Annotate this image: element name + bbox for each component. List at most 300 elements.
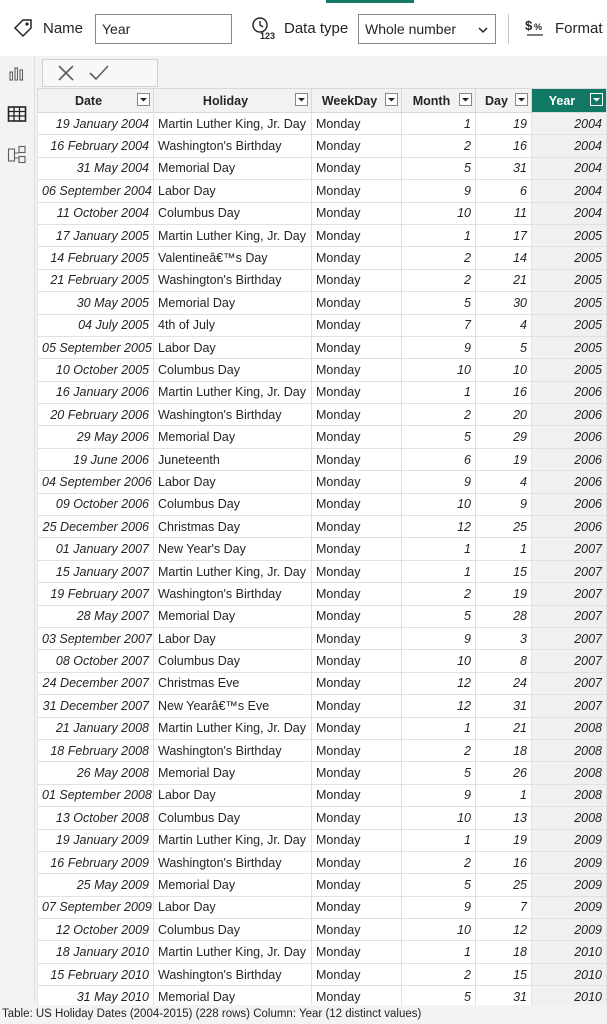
table-row bbox=[38, 135, 607, 157]
cell-date[interactable]: 13 October 2008 bbox=[38, 807, 154, 829]
table-row bbox=[38, 829, 607, 851]
cell-weekday[interactable]: Monday bbox=[312, 113, 402, 135]
cell-day[interactable]: 19 bbox=[476, 113, 532, 135]
cell-weekday[interactable]: Monday bbox=[312, 448, 402, 470]
toolbar-divider bbox=[508, 14, 509, 44]
cell-weekday[interactable]: Monday bbox=[312, 717, 402, 739]
cell-date[interactable]: 30 May 2005 bbox=[38, 292, 154, 314]
cell-day[interactable]: 16 bbox=[476, 135, 532, 157]
cell-year[interactable]: 2007 bbox=[532, 650, 607, 672]
cell-holiday[interactable]: New Year's Day bbox=[154, 538, 312, 560]
cell-month[interactable]: 1 bbox=[402, 538, 476, 560]
cell-weekday[interactable]: Monday bbox=[312, 471, 402, 493]
cell-day[interactable]: 31 bbox=[476, 695, 532, 717]
cell-holiday[interactable]: New Yearâ€™s Eve bbox=[154, 695, 312, 717]
cell-day[interactable]: 4 bbox=[476, 471, 532, 493]
cell-weekday[interactable]: Monday bbox=[312, 202, 402, 224]
cell-day[interactable]: 1 bbox=[476, 538, 532, 560]
cell-month[interactable]: 5 bbox=[402, 874, 476, 896]
cell-year[interactable]: 2007 bbox=[532, 695, 607, 717]
filter-dropdown-icon[interactable] bbox=[295, 93, 308, 106]
cell-date[interactable]: 09 October 2006 bbox=[38, 493, 154, 515]
cell-day[interactable]: 31 bbox=[476, 157, 532, 179]
data-table bbox=[37, 88, 607, 1005]
table-row bbox=[38, 493, 607, 515]
cell-weekday[interactable]: Monday bbox=[312, 896, 402, 918]
table-row bbox=[38, 538, 607, 560]
cell-year[interactable]: 2009 bbox=[532, 829, 607, 851]
cell-day[interactable]: 12 bbox=[476, 919, 532, 941]
cell-date[interactable]: 08 October 2007 bbox=[38, 650, 154, 672]
table-row bbox=[38, 269, 607, 291]
cell-year[interactable]: 2008 bbox=[532, 807, 607, 829]
cell-holiday[interactable]: Washington's Birthday bbox=[154, 739, 312, 761]
cell-weekday[interactable]: Monday bbox=[312, 359, 402, 381]
cell-holiday[interactable]: Christmas Day bbox=[154, 516, 312, 538]
cell-weekday[interactable]: Monday bbox=[312, 650, 402, 672]
cell-holiday[interactable]: Columbus Day bbox=[154, 807, 312, 829]
cell-year[interactable]: 2006 bbox=[532, 516, 607, 538]
cell-weekday[interactable]: Monday bbox=[312, 919, 402, 941]
table-row bbox=[38, 807, 607, 829]
cell-date[interactable]: 24 December 2007 bbox=[38, 672, 154, 694]
cell-weekday[interactable]: Monday bbox=[312, 404, 402, 426]
cell-holiday[interactable]: Memorial Day bbox=[154, 426, 312, 448]
cell-weekday[interactable]: Monday bbox=[312, 493, 402, 515]
table-row bbox=[38, 180, 607, 202]
cell-date[interactable]: 05 September 2005 bbox=[38, 336, 154, 358]
cell-month[interactable]: 10 bbox=[402, 493, 476, 515]
cell-year[interactable]: 2006 bbox=[532, 448, 607, 470]
cell-day[interactable]: 16 bbox=[476, 381, 532, 403]
cell-weekday[interactable]: Monday bbox=[312, 560, 402, 582]
cell-weekday[interactable]: Monday bbox=[312, 941, 402, 963]
datatype-field-group bbox=[251, 16, 348, 40]
cell-year[interactable]: 2006 bbox=[532, 404, 607, 426]
cell-year[interactable]: 2009 bbox=[532, 919, 607, 941]
cell-month[interactable]: 10 bbox=[402, 919, 476, 941]
cell-holiday[interactable]: Washington's Birthday bbox=[154, 404, 312, 426]
cell-date[interactable]: 16 February 2009 bbox=[38, 851, 154, 873]
cell-date[interactable]: 03 September 2007 bbox=[38, 627, 154, 649]
cell-year[interactable]: 2007 bbox=[532, 672, 607, 694]
cell-year[interactable]: 2006 bbox=[532, 426, 607, 448]
cell-year[interactable]: 2004 bbox=[532, 135, 607, 157]
table-view-icon[interactable] bbox=[6, 103, 28, 125]
cell-date[interactable]: 15 January 2007 bbox=[38, 560, 154, 582]
cell-month[interactable]: 10 bbox=[402, 650, 476, 672]
cell-holiday[interactable]: Labor Day bbox=[154, 471, 312, 493]
cell-weekday[interactable]: Monday bbox=[312, 784, 402, 806]
cell-date[interactable]: 16 February 2004 bbox=[38, 135, 154, 157]
cell-month[interactable]: 10 bbox=[402, 807, 476, 829]
filter-dropdown-icon[interactable] bbox=[385, 93, 398, 106]
cell-holiday[interactable]: Columbus Day bbox=[154, 493, 312, 515]
cell-weekday[interactable]: Monday bbox=[312, 292, 402, 314]
cell-holiday[interactable]: Valentineâ€™s Day bbox=[154, 247, 312, 269]
cell-date[interactable]: 20 February 2006 bbox=[38, 404, 154, 426]
format-button[interactable] bbox=[524, 17, 603, 39]
cell-day[interactable]: 10 bbox=[476, 359, 532, 381]
cell-year[interactable]: 2007 bbox=[532, 560, 607, 582]
table-row bbox=[38, 627, 607, 649]
cell-month[interactable]: 1 bbox=[402, 224, 476, 246]
cell-month[interactable]: 2 bbox=[402, 135, 476, 157]
cell-year[interactable]: 2008 bbox=[532, 784, 607, 806]
cell-month[interactable]: 10 bbox=[402, 359, 476, 381]
cell-month[interactable]: 2 bbox=[402, 247, 476, 269]
cell-month[interactable]: 9 bbox=[402, 180, 476, 202]
cell-month[interactable]: 9 bbox=[402, 896, 476, 918]
cell-year[interactable]: 2009 bbox=[532, 896, 607, 918]
formula-actions bbox=[42, 59, 158, 87]
cell-year[interactable]: 2005 bbox=[532, 247, 607, 269]
cell-weekday[interactable]: Monday bbox=[312, 180, 402, 202]
cell-day[interactable]: 8 bbox=[476, 650, 532, 672]
table-row bbox=[38, 941, 607, 963]
filter-dropdown-icon[interactable] bbox=[515, 93, 528, 106]
cell-year[interactable]: 2009 bbox=[532, 874, 607, 896]
cell-weekday[interactable]: Monday bbox=[312, 739, 402, 761]
table-row bbox=[38, 516, 607, 538]
report-view-icon[interactable] bbox=[6, 62, 28, 84]
cell-month[interactable]: 1 bbox=[402, 381, 476, 403]
cell-weekday[interactable]: Monday bbox=[312, 538, 402, 560]
cell-day[interactable]: 20 bbox=[476, 404, 532, 426]
filter-dropdown-icon[interactable] bbox=[459, 93, 472, 106]
status-bar: Table: US Holiday Dates (2004-2015) (228 rows) Column: Year (12 distinct values) bbox=[0, 1005, 607, 1024]
cell-date[interactable]: 06 September 2004 bbox=[38, 180, 154, 202]
cell-year[interactable]: 2007 bbox=[532, 583, 607, 605]
cell-day[interactable]: 26 bbox=[476, 762, 532, 784]
cell-year[interactable]: 2006 bbox=[532, 381, 607, 403]
table-row bbox=[38, 717, 607, 739]
cell-year[interactable]: 2010 bbox=[532, 941, 607, 963]
cell-month[interactable]: 2 bbox=[402, 269, 476, 291]
cell-day[interactable]: 15 bbox=[476, 560, 532, 582]
cell-year[interactable]: 2008 bbox=[532, 739, 607, 761]
cell-date[interactable]: 26 May 2008 bbox=[38, 762, 154, 784]
cell-weekday[interactable]: Monday bbox=[312, 851, 402, 873]
cell-date[interactable]: 18 January 2010 bbox=[38, 941, 154, 963]
table-row bbox=[38, 784, 607, 806]
cell-holiday[interactable]: Martin Luther King, Jr. Day bbox=[154, 381, 312, 403]
cell-month[interactable]: 2 bbox=[402, 739, 476, 761]
datatype-select[interactable] bbox=[358, 14, 496, 44]
cell-year[interactable]: 2005 bbox=[532, 224, 607, 246]
cell-month[interactable]: 5 bbox=[402, 605, 476, 627]
cell-date[interactable]: 29 May 2006 bbox=[38, 426, 154, 448]
table-row bbox=[38, 739, 607, 761]
header-row bbox=[38, 89, 607, 113]
cell-day[interactable]: 16 bbox=[476, 851, 532, 873]
commit-check-icon[interactable] bbox=[88, 63, 110, 83]
cell-month[interactable]: 5 bbox=[402, 986, 476, 1005]
cell-day[interactable]: 24 bbox=[476, 672, 532, 694]
cell-date[interactable]: 19 January 2004 bbox=[38, 113, 154, 135]
cell-weekday[interactable]: Monday bbox=[312, 516, 402, 538]
cell-weekday[interactable]: Monday bbox=[312, 583, 402, 605]
cell-month[interactable]: 9 bbox=[402, 471, 476, 493]
cell-date[interactable]: 18 February 2008 bbox=[38, 739, 154, 761]
cell-month[interactable]: 10 bbox=[402, 202, 476, 224]
cell-month[interactable]: 1 bbox=[402, 829, 476, 851]
cell-weekday[interactable]: Monday bbox=[312, 314, 402, 336]
cell-weekday[interactable]: Monday bbox=[312, 426, 402, 448]
cell-day[interactable]: 11 bbox=[476, 202, 532, 224]
cell-weekday[interactable]: Monday bbox=[312, 605, 402, 627]
cell-holiday[interactable]: Washington's Birthday bbox=[154, 963, 312, 985]
cell-month[interactable]: 5 bbox=[402, 292, 476, 314]
cell-holiday[interactable]: Memorial Day bbox=[154, 762, 312, 784]
cell-holiday[interactable]: Memorial Day bbox=[154, 292, 312, 314]
cancel-icon[interactable] bbox=[56, 63, 76, 83]
cell-date[interactable]: 11 October 2004 bbox=[38, 202, 154, 224]
cell-weekday[interactable]: Monday bbox=[312, 247, 402, 269]
table-row bbox=[38, 448, 607, 470]
cell-holiday[interactable]: Martin Luther King, Jr. Day bbox=[154, 717, 312, 739]
cell-weekday[interactable]: Monday bbox=[312, 986, 402, 1005]
cell-year[interactable]: 2005 bbox=[532, 292, 607, 314]
cell-day[interactable]: 9 bbox=[476, 493, 532, 515]
cell-date[interactable]: 07 September 2009 bbox=[38, 896, 154, 918]
cell-year[interactable]: 2008 bbox=[532, 717, 607, 739]
cell-holiday[interactable]: Columbus Day bbox=[154, 919, 312, 941]
cell-day[interactable]: 21 bbox=[476, 269, 532, 291]
filter-dropdown-icon[interactable] bbox=[590, 93, 603, 106]
cell-day[interactable]: 29 bbox=[476, 426, 532, 448]
cell-month[interactable]: 7 bbox=[402, 314, 476, 336]
cell-weekday[interactable]: Monday bbox=[312, 381, 402, 403]
cell-date[interactable]: 19 February 2007 bbox=[38, 583, 154, 605]
name-field-group bbox=[12, 17, 83, 39]
cell-holiday[interactable]: Martin Luther King, Jr. Day bbox=[154, 224, 312, 246]
cell-year[interactable]: 2007 bbox=[532, 627, 607, 649]
cell-day[interactable]: 7 bbox=[476, 896, 532, 918]
chevron-down-icon bbox=[477, 23, 489, 35]
column-header-year[interactable] bbox=[532, 89, 607, 113]
cell-month[interactable]: 12 bbox=[402, 672, 476, 694]
cell-year[interactable]: 2004 bbox=[532, 180, 607, 202]
filter-dropdown-icon[interactable] bbox=[137, 93, 150, 106]
cell-month[interactable]: 12 bbox=[402, 695, 476, 717]
cell-date[interactable]: 31 December 2007 bbox=[38, 695, 154, 717]
cell-month[interactable]: 1 bbox=[402, 941, 476, 963]
cell-holiday[interactable]: Juneteenth bbox=[154, 448, 312, 470]
cell-holiday[interactable]: Columbus Day bbox=[154, 359, 312, 381]
cell-date[interactable]: 25 May 2009 bbox=[38, 874, 154, 896]
cell-day[interactable]: 21 bbox=[476, 717, 532, 739]
cell-day[interactable]: 25 bbox=[476, 516, 532, 538]
cell-weekday[interactable]: Monday bbox=[312, 224, 402, 246]
svg-text:%: % bbox=[534, 22, 543, 32]
data-grid bbox=[37, 88, 607, 1005]
cell-date[interactable]: 12 October 2009 bbox=[38, 919, 154, 941]
cell-holiday[interactable]: Washington's Birthday bbox=[154, 269, 312, 291]
cell-year[interactable]: 2004 bbox=[532, 202, 607, 224]
cell-date[interactable]: 14 February 2005 bbox=[38, 247, 154, 269]
cell-day[interactable]: 5 bbox=[476, 336, 532, 358]
cell-holiday[interactable]: Martin Luther King, Jr. Day bbox=[154, 560, 312, 582]
cell-holiday[interactable]: Memorial Day bbox=[154, 986, 312, 1005]
cell-date[interactable]: 04 September 2006 bbox=[38, 471, 154, 493]
cell-year[interactable]: 2008 bbox=[532, 762, 607, 784]
cell-day[interactable]: 13 bbox=[476, 807, 532, 829]
cell-holiday[interactable]: Columbus Day bbox=[154, 202, 312, 224]
table-row bbox=[38, 762, 607, 784]
cell-holiday[interactable]: Columbus Day bbox=[154, 650, 312, 672]
cell-weekday[interactable]: Monday bbox=[312, 963, 402, 985]
cell-year[interactable]: 2006 bbox=[532, 493, 607, 515]
cell-day[interactable]: 14 bbox=[476, 247, 532, 269]
cell-date[interactable]: 15 February 2010 bbox=[38, 963, 154, 985]
cell-day[interactable]: 19 bbox=[476, 448, 532, 470]
cell-month[interactable]: 2 bbox=[402, 963, 476, 985]
cell-weekday[interactable]: Monday bbox=[312, 807, 402, 829]
cell-year[interactable]: 2007 bbox=[532, 605, 607, 627]
cell-day[interactable]: 25 bbox=[476, 874, 532, 896]
table-row bbox=[38, 605, 607, 627]
cell-holiday[interactable]: Memorial Day bbox=[154, 874, 312, 896]
cell-date[interactable]: 04 July 2005 bbox=[38, 314, 154, 336]
cell-year[interactable]: 2010 bbox=[532, 986, 607, 1005]
table-row bbox=[38, 583, 607, 605]
cell-year[interactable]: 2006 bbox=[532, 471, 607, 493]
cell-date[interactable]: 21 January 2008 bbox=[38, 717, 154, 739]
cell-weekday[interactable]: Monday bbox=[312, 627, 402, 649]
cell-year[interactable]: 2005 bbox=[532, 269, 607, 291]
cell-holiday[interactable]: Martin Luther King, Jr. Day bbox=[154, 941, 312, 963]
cell-month[interactable]: 6 bbox=[402, 448, 476, 470]
column-header-day[interactable] bbox=[476, 89, 532, 113]
cell-month[interactable]: 2 bbox=[402, 404, 476, 426]
cell-holiday[interactable]: Labor Day bbox=[154, 784, 312, 806]
cell-holiday[interactable]: Washington's Birthday bbox=[154, 851, 312, 873]
table-row bbox=[38, 202, 607, 224]
cell-date[interactable]: 01 January 2007 bbox=[38, 538, 154, 560]
cell-day[interactable]: 19 bbox=[476, 829, 532, 851]
cell-day[interactable]: 4 bbox=[476, 314, 532, 336]
table-row bbox=[38, 404, 607, 426]
table-row bbox=[38, 381, 607, 403]
cell-weekday[interactable]: Monday bbox=[312, 135, 402, 157]
table-row bbox=[38, 113, 607, 135]
column-header-date[interactable] bbox=[38, 89, 154, 113]
cell-month[interactable]: 2 bbox=[402, 583, 476, 605]
cell-holiday[interactable]: Memorial Day bbox=[154, 157, 312, 179]
cell-date[interactable]: 17 January 2005 bbox=[38, 224, 154, 246]
table-row bbox=[38, 247, 607, 269]
cell-date[interactable]: 31 May 2004 bbox=[38, 157, 154, 179]
cell-month[interactable]: 5 bbox=[402, 762, 476, 784]
cell-month[interactable]: 9 bbox=[402, 784, 476, 806]
cell-holiday[interactable]: Washington's Birthday bbox=[154, 135, 312, 157]
cell-date[interactable]: 10 October 2005 bbox=[38, 359, 154, 381]
cell-holiday[interactable]: 4th of July bbox=[154, 314, 312, 336]
cell-day[interactable]: 31 bbox=[476, 986, 532, 1005]
cell-weekday[interactable]: Monday bbox=[312, 336, 402, 358]
cell-year[interactable]: 2009 bbox=[532, 851, 607, 873]
cell-month[interactable]: 5 bbox=[402, 426, 476, 448]
cell-month[interactable]: 9 bbox=[402, 336, 476, 358]
table-row bbox=[38, 426, 607, 448]
cell-holiday[interactable]: Martin Luther King, Jr. Day bbox=[154, 829, 312, 851]
cell-holiday[interactable]: Labor Day bbox=[154, 896, 312, 918]
cell-holiday[interactable]: Labor Day bbox=[154, 627, 312, 649]
cell-day[interactable]: 17 bbox=[476, 224, 532, 246]
cell-date[interactable]: 19 January 2009 bbox=[38, 829, 154, 851]
cell-month[interactable]: 5 bbox=[402, 157, 476, 179]
cell-month[interactable]: 9 bbox=[402, 627, 476, 649]
cell-month[interactable]: 12 bbox=[402, 516, 476, 538]
cell-day[interactable]: 15 bbox=[476, 963, 532, 985]
cell-holiday[interactable]: Washington's Birthday bbox=[154, 583, 312, 605]
column-header-holiday[interactable] bbox=[154, 89, 312, 113]
cell-day[interactable]: 1 bbox=[476, 784, 532, 806]
cell-holiday[interactable]: Memorial Day bbox=[154, 605, 312, 627]
formula-bar bbox=[36, 56, 607, 88]
cell-month[interactable]: 2 bbox=[402, 851, 476, 873]
column-header-month[interactable] bbox=[402, 89, 476, 113]
cell-year[interactable]: 2010 bbox=[532, 963, 607, 985]
cell-year[interactable]: 2004 bbox=[532, 113, 607, 135]
cell-month[interactable]: 1 bbox=[402, 560, 476, 582]
cell-year[interactable]: 2005 bbox=[532, 359, 607, 381]
datatype-label: Data type bbox=[284, 19, 349, 37]
cell-day[interactable]: 18 bbox=[476, 739, 532, 761]
cell-date[interactable]: 19 June 2006 bbox=[38, 448, 154, 470]
name-input[interactable] bbox=[95, 14, 232, 44]
cell-day[interactable]: 19 bbox=[476, 583, 532, 605]
cell-weekday[interactable]: Monday bbox=[312, 874, 402, 896]
cell-day[interactable]: 3 bbox=[476, 627, 532, 649]
cell-date[interactable]: 28 May 2007 bbox=[38, 605, 154, 627]
cell-weekday[interactable]: Monday bbox=[312, 672, 402, 694]
currency-percent-icon bbox=[524, 17, 546, 39]
column-header-weekday[interactable] bbox=[312, 89, 402, 113]
cell-date[interactable]: 25 December 2006 bbox=[38, 516, 154, 538]
model-view-icon[interactable] bbox=[6, 144, 28, 166]
cell-date[interactable]: 21 February 2005 bbox=[38, 269, 154, 291]
cell-year[interactable]: 2004 bbox=[532, 157, 607, 179]
cell-weekday[interactable]: Monday bbox=[312, 269, 402, 291]
table-row bbox=[38, 359, 607, 381]
cell-year[interactable]: 2007 bbox=[532, 538, 607, 560]
cell-date[interactable]: 16 January 2006 bbox=[38, 381, 154, 403]
cell-weekday[interactable]: Monday bbox=[312, 829, 402, 851]
cell-date[interactable]: 31 May 2010 bbox=[38, 986, 154, 1005]
table-row bbox=[38, 224, 607, 246]
cell-year[interactable]: 2005 bbox=[532, 336, 607, 358]
cell-holiday[interactable]: Labor Day bbox=[154, 180, 312, 202]
cell-day[interactable]: 28 bbox=[476, 605, 532, 627]
cell-holiday[interactable]: Christmas Eve bbox=[154, 672, 312, 694]
grid-body bbox=[38, 113, 607, 1006]
cell-weekday[interactable]: Monday bbox=[312, 695, 402, 717]
cell-date[interactable]: 01 September 2008 bbox=[38, 784, 154, 806]
cell-year[interactable]: 2005 bbox=[532, 314, 607, 336]
cell-holiday[interactable]: Labor Day bbox=[154, 336, 312, 358]
cell-holiday[interactable]: Martin Luther King, Jr. Day bbox=[154, 113, 312, 135]
cell-month[interactable]: 1 bbox=[402, 113, 476, 135]
cell-day[interactable]: 18 bbox=[476, 941, 532, 963]
cell-weekday[interactable]: Monday bbox=[312, 762, 402, 784]
cell-month[interactable]: 1 bbox=[402, 717, 476, 739]
cell-day[interactable]: 6 bbox=[476, 180, 532, 202]
cell-weekday[interactable]: Monday bbox=[312, 157, 402, 179]
cell-day[interactable]: 30 bbox=[476, 292, 532, 314]
tag-icon bbox=[12, 17, 34, 39]
